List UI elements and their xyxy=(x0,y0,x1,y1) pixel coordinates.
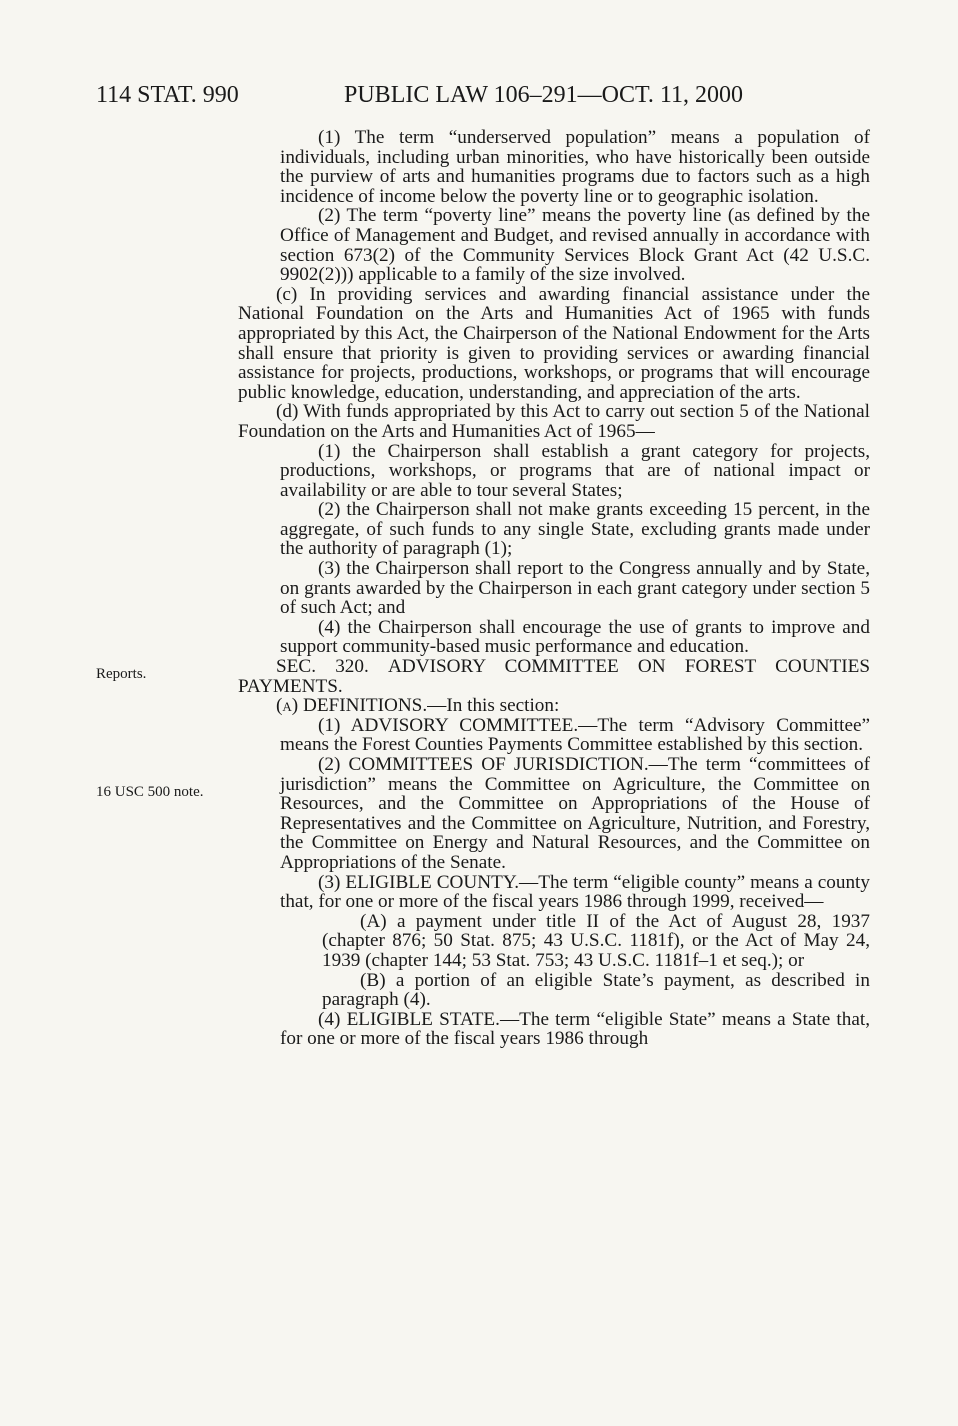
subsection-a-text: —In this section: xyxy=(427,695,560,717)
public-law-heading: PUBLIC LAW 106–291—OCT. 11, 2000 xyxy=(344,82,743,108)
statute-page-number: 114 STAT. 990 xyxy=(96,82,239,108)
definition-committees-of-jurisdiction xyxy=(238,755,870,873)
paragraph-d4: (4) the Chairperson shall encourage the use of grants to improve and support community-based music performance and education. xyxy=(280,616,870,658)
paragraph-underserved-population: (1) The term “underserved population” means a population of individuals, including urban minorities, who have historically been outside the purview of arts and humanities programs due to factors such as a high incidence of income below the poverty line or to geographic isolation. xyxy=(280,127,870,207)
paragraph-d: (d) With funds appropriated by this Act to carry out section 5 of the National Foundation on the Arts and Humanities Act of 1965— xyxy=(238,401,870,442)
definition-4-text: —The term “eligible State” means a State that, for one or more of the fiscal years 1986 through xyxy=(280,1008,870,1050)
section-heading xyxy=(238,657,870,696)
definition-eligible-state xyxy=(238,1010,870,1049)
section-title: ADVISORY COMMITTEE ON FOREST COUNTIES PAYMENTS. xyxy=(238,656,871,697)
definition-1-text: —The term “Advisory Committee” means the Forest Counties Payments Committee established by this section. xyxy=(280,714,870,756)
paragraph-d2: (2) the Chairperson shall not make grants exceeding 15 percent, in the aggregate, of such funds to any single State, excluding grants made under the authority of paragraph (1); xyxy=(280,499,870,560)
definition-4-heading: (4) ELIGIBLE STATE. xyxy=(318,1008,500,1030)
body-text xyxy=(238,128,870,1049)
definition-1-heading: (1) ADVISORY COMMITTEE. xyxy=(318,714,579,736)
definition-2-text: —The term “committees of jurisdiction” means the Committee on Agriculture, the Committee on Resources, and the Committee on Appropriations of the House of Representatives and the Committee on Agriculture, Nutrition, and Forestry, the Committee on Energy and Natural Resources, and the Committee on Appropriations of the Senate. xyxy=(280,754,870,873)
subsection-a-definitions xyxy=(238,696,870,716)
definition-2-heading: (2) COMMITTEES OF JURISDICTION. xyxy=(318,754,649,775)
margin-note-reports: Reports. xyxy=(96,666,147,682)
section-number: SEC. 320. xyxy=(276,656,369,678)
margin-note-usc: 16 USC 500 note. xyxy=(96,784,204,800)
definition-3B: (B) a portion of an eligible State’s payment, as described in paragraph (4). xyxy=(322,969,870,1011)
paragraph-c: (c) In providing services and awarding financial assistance under the National Foundation on the Arts and Humanities Act of 1965 with funds appropriated by this Act, the Chairperson of the National Endowment for the Arts shall ensure that priority is given to providing services or awarding financial assistance for projects, productions, workshops, or programs that will encourage public knowledge, education, understanding, and appreciation of the arts. xyxy=(238,283,870,403)
paragraph-d3: (3) the Chairperson shall report to the Congress annually and by State, on grants awarded by the Chairperson in each grant category under section 5 of such Act; and xyxy=(280,558,870,619)
definition-3-heading: (3) ELIGIBLE COUNTY. xyxy=(318,871,520,893)
definition-eligible-county xyxy=(238,873,870,912)
subsection-a-heading: (a) DEFINITIONS. xyxy=(276,695,428,717)
definition-advisory-committee xyxy=(238,716,870,755)
paragraph-d1: (1) the Chairperson shall establish a grant category for projects, productions, workshops, or programs that are of national impact or availability or are able to tour several States; xyxy=(280,440,870,501)
definition-3A: (A) a payment under title II of the Act of August 28, 1937 (chapter 876; 50 Stat. 875; 43 U.S.C. 1181f), or the Act of May 24, 1939 (chapter 144; 53 Stat. 753; 43 U.S.C. 1181f–1 et seq.); or xyxy=(322,910,870,971)
definition-3-text: —The term “eligible county” means a county that, for one or more of the fiscal years 1986 through 1999, received— xyxy=(280,871,870,913)
paragraph-poverty-line: (2) The term “poverty line” means the poverty line (as defined by the Office of Management and Budget, and revised annually in accordance with section 673(2) of the Community Services Block Grant Act (42 U.S.C. 9902(2))) applicable to a family of the size involved. xyxy=(280,205,870,286)
